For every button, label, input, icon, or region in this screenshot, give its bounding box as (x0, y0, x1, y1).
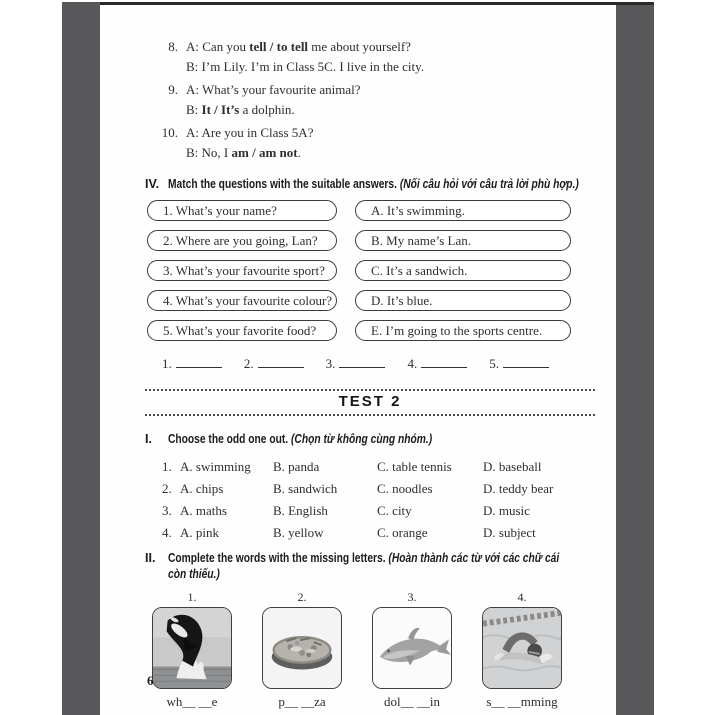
option-c: C. noodles (377, 481, 433, 496)
section-i-label: I. (145, 432, 152, 446)
match-question-box: 4. What’s your favourite colour? (147, 290, 337, 311)
match-answer-box: A. It’s swimming. (355, 200, 571, 221)
match-question-box: 5. What’s your favorite food? (147, 320, 337, 341)
option-b: B. panda (273, 459, 320, 474)
picture-number: 2. (297, 590, 307, 604)
answer-blank: 3. (326, 356, 386, 372)
blank-line (503, 357, 549, 368)
picture-word-blank: dol__ __in (384, 694, 440, 709)
match-answer-box: C. It’s a sandwich. (355, 260, 571, 281)
option-d: D. baseball (483, 459, 542, 474)
picture-item (262, 590, 342, 710)
dialogue-item (145, 80, 571, 120)
option-a: A. pink (180, 525, 219, 540)
backdrop-bar-left (62, 2, 100, 715)
odd-one-out-row: 2. A. chips B. sandwich C. noodles D. teddy bear (162, 478, 571, 500)
section-i-title: Choose the odd one out. (168, 432, 289, 446)
picture-word-blank: s__ __mming (486, 694, 558, 709)
dialogue-number: 10. (161, 125, 178, 140)
dialogue-line-a: A: Are you in Class 5A? (186, 125, 314, 140)
dialogue-line-b: B: It / It’s a dolphin. (186, 102, 295, 117)
odd-one-out-row: 4. A. pink B. yellow C. orange D. subject (162, 522, 571, 544)
matching-grid (147, 200, 571, 341)
option-a: A. swimming (180, 459, 251, 474)
section-ii-heading (145, 550, 571, 582)
option-d: D. music (483, 503, 530, 518)
section-iv-title: Match the questions with the suitable answers. (168, 177, 397, 191)
answer-blank: 5. (489, 356, 549, 372)
dialogue-line-a: A: What’s your favourite animal? (186, 82, 361, 97)
dialogue-line-a: A: Can you tell / to tell me about yourself? (186, 39, 411, 54)
section-iv-label: IV. (145, 177, 160, 191)
option-d: D. teddy bear (483, 481, 554, 496)
blank-line (421, 357, 467, 368)
odd-one-out-row: 1. A. swimming B. panda C. table tennis D. baseball (162, 456, 571, 478)
whale-photo (153, 608, 231, 688)
option-b: B. sandwich (273, 481, 338, 496)
backdrop-bar-right (616, 2, 654, 715)
dialogue-number: 8. (168, 39, 178, 54)
match-question-box: 1. What’s your name? (147, 200, 337, 221)
section-ii-title: Complete the words with the missing letters. (168, 551, 386, 565)
swimming-photo (483, 608, 561, 688)
dialogue-exercise (145, 37, 571, 163)
section-i-heading (145, 431, 571, 447)
section-ii-title-vietnamese: (Hoàn thành các từ với các chữ cái (388, 551, 560, 565)
picture-item (152, 590, 232, 710)
test2-title: TEST 2 (338, 393, 402, 410)
option-a: A. chips (180, 481, 224, 496)
blank-line (258, 357, 304, 368)
option-c: C. orange (377, 525, 428, 540)
section-ii-title-vietnamese-line2: còn thiếu.) (168, 567, 220, 581)
answer-blanks-row (145, 356, 571, 372)
match-answer-box: E. I’m going to the sports centre. (355, 320, 571, 341)
blank-line (339, 357, 385, 368)
dialogue-item (145, 123, 571, 163)
option-d: D. subject (483, 525, 536, 540)
match-question-box: 2. Where are you going, Lan? (147, 230, 337, 251)
answer-blank: 1. (162, 356, 222, 372)
picture-number: 1. (187, 590, 197, 604)
test2-banner (145, 389, 595, 416)
section-ii-label: II. (145, 551, 156, 565)
picture-vocabulary-row (152, 590, 571, 710)
odd-one-out-exercise (145, 456, 571, 544)
dialogue-number: 9. (168, 82, 178, 97)
section-iv-heading (145, 176, 579, 192)
picture-item (372, 590, 452, 710)
dialogue-item (145, 37, 571, 77)
match-question-box: 3. What’s your favourite sport? (147, 260, 337, 281)
picture-number: 4. (517, 590, 527, 604)
picture-item (482, 590, 562, 710)
picture-number: 3. (407, 590, 417, 604)
answer-blank: 4. (407, 356, 467, 372)
option-c: C. city (377, 503, 412, 518)
book-page (100, 5, 616, 715)
option-a: A. maths (180, 503, 227, 518)
section-i-title-vietnamese: (Chọn từ không cùng nhóm.) (291, 432, 433, 446)
option-c: C. table tennis (377, 459, 452, 474)
odd-one-out-row: 3. A. maths B. English C. city D. music (162, 500, 571, 522)
option-b: B. English (273, 503, 328, 518)
page-number: 6 (147, 673, 154, 688)
dolphin-photo (373, 608, 451, 688)
picture-word-blank: p__ __za (278, 694, 326, 709)
blank-line (176, 357, 222, 368)
picture-word-blank: wh__ __e (166, 694, 218, 709)
dialogue-line-b: B: I’m Lily. I’m in Class 5C. I live in the city. (186, 59, 425, 74)
match-answer-box: B. My name’s Lan. (355, 230, 571, 251)
option-b: B. yellow (273, 525, 324, 540)
pizza-photo (263, 608, 341, 688)
dialogue-line-b: B: No, I am / am not. (186, 145, 301, 160)
match-answer-box: D. It’s blue. (355, 290, 571, 311)
section-iv-title-vietnamese: (Nối câu hỏi với câu trả lời phù hợp.) (399, 177, 579, 191)
answer-blank: 2. (244, 356, 304, 372)
